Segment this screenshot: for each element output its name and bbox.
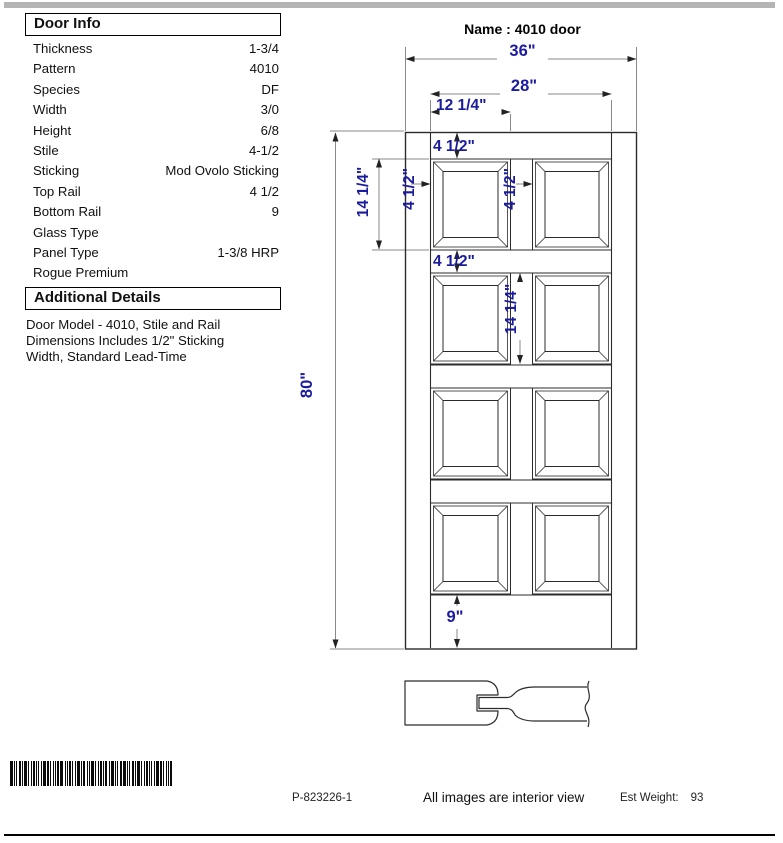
additional-details-title (25, 287, 281, 310)
spec-value: 4 1/2 (249, 183, 279, 199)
interior-view-note: All images are interior view (423, 790, 585, 805)
table-row (25, 182, 281, 202)
details-text-line: Width, Standard Lead-Time (26, 348, 187, 364)
spec-value: 4-1/2 (248, 142, 279, 158)
est-weight-value: 93 (690, 792, 704, 804)
spec-label: Glass Type (33, 224, 99, 240)
bottom-rule (4, 834, 775, 836)
spec-value: DF (261, 81, 279, 97)
spec-label: Pattern (33, 61, 76, 77)
dimension-arrows (333, 56, 637, 649)
dim-left-stile: 4 1/2" (401, 168, 418, 210)
table-row (25, 263, 281, 283)
est-weight (620, 792, 703, 804)
spec-label: Height (33, 122, 72, 138)
table-row (25, 39, 281, 59)
spec-value: Mod Ovolo Sticking (165, 163, 279, 179)
table-row (25, 223, 281, 243)
additional-details-text (26, 317, 294, 364)
door-drawing (280, 38, 670, 663)
top-bar (4, 2, 775, 8)
spec-label: Rogue Premium (33, 265, 129, 281)
door-info-title (25, 13, 281, 36)
details-text-line: Door Model - 4010, Stile and Rail (26, 317, 221, 332)
dimension-lines (330, 47, 637, 649)
door-info-title-text: Door Info (34, 15, 101, 32)
dimension-labels (298, 42, 537, 626)
spec-value: 9 (271, 204, 279, 220)
table-row (25, 59, 281, 79)
table-row (25, 141, 281, 161)
table-row (25, 121, 281, 141)
dim-top-rail: 4 1/2" (433, 138, 475, 155)
spec-label: Sticking (33, 163, 80, 179)
spec-label: Bottom Rail (33, 204, 102, 220)
part-number: P-823226-1 (292, 792, 353, 804)
spec-label: Stile (33, 142, 59, 158)
barcode (10, 761, 178, 786)
spec-value: 4010 (249, 61, 279, 77)
spec-label: Width (33, 102, 67, 118)
dim-panel-height-mid: 14 1/4" (503, 283, 520, 335)
spec-label: Top Rail (33, 183, 81, 199)
dim-door-height: 80" (298, 371, 316, 399)
spec-label: Species (33, 81, 80, 97)
additional-details-title-text: Additional Details (34, 289, 161, 306)
spec-value: 1-3/8 HRP (217, 244, 279, 260)
dim-panel-width: 12 1/4" (436, 97, 487, 114)
dim-panel-height-left: 14 1/4" (355, 166, 372, 218)
details-text-line: Dimensions Includes 1/2" Sticking (26, 332, 225, 348)
profile-stile (405, 681, 498, 725)
spec-table (25, 39, 281, 284)
spec-label: Panel Type (33, 244, 99, 260)
table-row (25, 161, 281, 181)
est-weight-label: Est Weight: (620, 792, 679, 804)
table-row (25, 202, 281, 222)
spec-label: Thickness (33, 41, 93, 56)
spec-value: 3/0 (260, 102, 279, 118)
sticking-profile (400, 676, 600, 736)
table-row (25, 100, 281, 120)
spec-value: 6/8 (260, 122, 279, 138)
profile-break-line (585, 681, 589, 727)
dim-center-stile: 4 1/2" (502, 168, 519, 210)
drawing-title: Name : 4010 door (464, 21, 581, 37)
table-row (25, 243, 281, 263)
spec-value: 1-3/4 (248, 41, 279, 56)
door-panels (431, 159, 612, 594)
dim-mid-rail: 4 1/2" (433, 253, 475, 270)
dim-door-width: 36" (509, 42, 536, 60)
dim-bottom-rail: 9" (446, 608, 464, 626)
table-row (25, 80, 281, 100)
dim-inner-width: 28" (510, 77, 538, 95)
profile-panel (479, 687, 587, 721)
